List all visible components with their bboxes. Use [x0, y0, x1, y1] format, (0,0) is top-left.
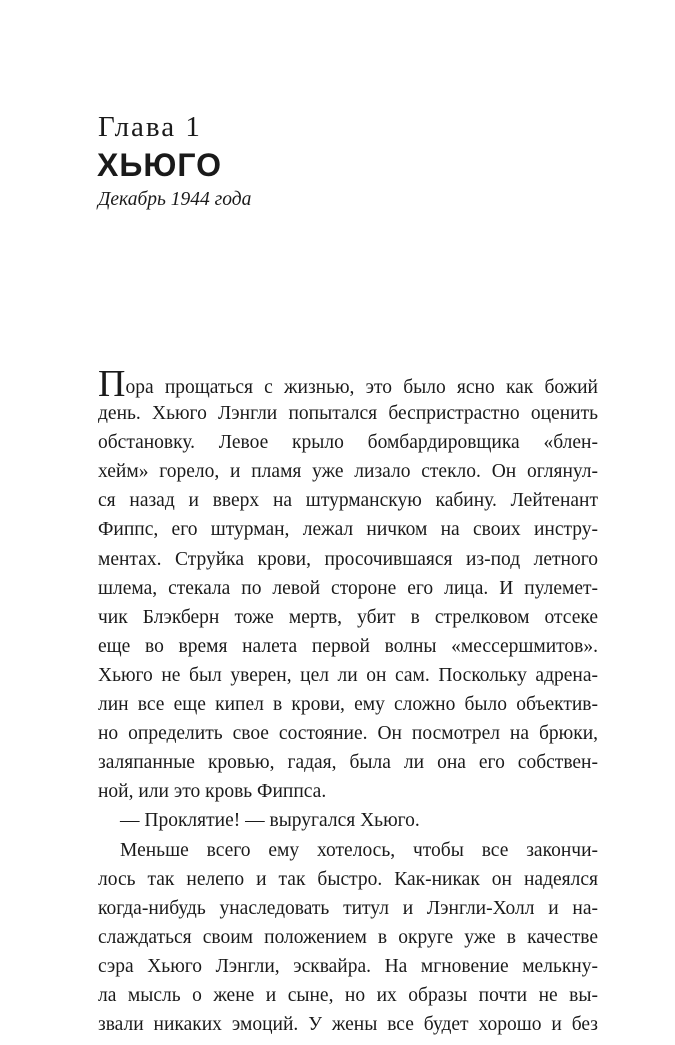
text-line: лин все еще кипел в крови, ему сложно было объектив- — [98, 694, 598, 716]
text-line: день. Хьюго Лэнгли попытался беспристрастно оценить — [98, 403, 598, 425]
text-line: ся назад и вверх на штурманскую кабину. Лейтенант — [98, 490, 598, 512]
text-line: когда-нибудь унаследовать титул и Лэнгли-Холл и на- — [98, 897, 598, 919]
body-text — [98, 363, 598, 1039]
chapter-title: ХЬЮГО — [97, 147, 222, 183]
text-line: лось так нелепо и так быстро. Как-никак он надеялся — [98, 868, 598, 890]
text-line: ла мысль о жене и сыне, но их образы почти не вы- — [98, 984, 598, 1006]
text-line: чик Блэкберн тоже мертв, убит в стрелковом отсеке — [98, 606, 598, 628]
dialogue-line: — Проклятие! — выругался Хьюго. — [120, 810, 420, 832]
text-line: ментах. Струйка крови, просочившаяся из-под летного — [98, 548, 598, 570]
chapter-number: Глава 1 — [98, 111, 202, 143]
text-line: хейм» горело, и пламя уже лизало стекло. Он оглянул- — [98, 461, 598, 483]
text-line: еще во время налета первой волны «мессершмитов». — [98, 635, 598, 657]
text-line: заляпанные кровью, гадая, была ли она его собствен- — [98, 752, 598, 774]
text-line: но определить свое состояние. Он посмотрел на брюки, — [98, 723, 598, 745]
text-line: звали никаких эмоций. У жены все будет хорошо и без — [98, 1014, 598, 1036]
text-line: Хьюго не был уверен, цел ли он сам. Поскольку адрена- — [98, 664, 598, 686]
text-line: Фиппс, его штурман, лежал ничком на своих инстру- — [98, 519, 598, 541]
text-line: сэра Хьюго Лэнгли, эсквайра. На мгновение мелькну- — [98, 955, 598, 977]
chapter-date: Декабрь 1944 года — [98, 189, 252, 210]
text-line: Меньше всего ему хотелось, чтобы все закончи- — [120, 839, 598, 861]
drop-cap: П — [98, 363, 126, 405]
text-line: шлема, стекала по левой стороне его лица. И пулемет- — [98, 577, 598, 599]
text-line: Пора прощаться с жизнью, это было ясно как божий — [98, 363, 598, 405]
text-line: обстановку. Левое крыло бомбардировщика «блен- — [98, 432, 598, 454]
text-line: ной, или это кровь Фиппса. — [98, 781, 327, 803]
text-line: слаждаться своим положением в округе уже в качестве — [98, 926, 598, 948]
